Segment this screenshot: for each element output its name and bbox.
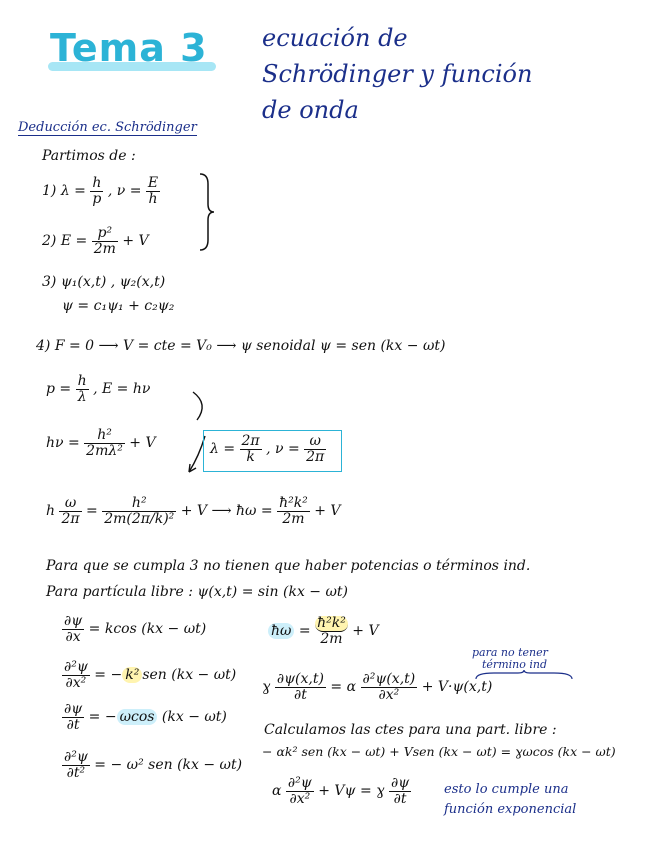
frac-num: ∂²ψ	[64, 749, 88, 765]
frac-num: ∂ψ	[390, 775, 410, 791]
dx-result: = kcos (kx − ωt)	[88, 621, 207, 638]
item-2-number: 2)	[42, 233, 57, 250]
hw-highlight: ħω	[268, 623, 294, 639]
frac-num: h²	[102, 496, 176, 512]
l3-hw: ħω =	[235, 503, 273, 520]
frac-num: h	[92, 175, 102, 191]
item-3-b: ψ = c₁ψ₁ + c₂ψ₂	[62, 298, 175, 314]
frac-den: 2mλ²	[86, 442, 123, 459]
calc-equation: − αk² sen (kx − ωt) + Vsen (kx − ωt) = ɣωcos (kx − ωt)	[262, 744, 616, 759]
frac-num: ω	[304, 434, 326, 450]
frac-den: 2m	[93, 240, 116, 257]
page-title: Tema 3	[50, 26, 208, 70]
l3-h: h	[46, 503, 56, 520]
energy-eq	[268, 616, 379, 646]
frac-num: h	[77, 373, 87, 389]
deriv-dt	[62, 702, 227, 732]
frac-den: ∂t	[393, 790, 407, 807]
frac-den: ∂t²	[66, 764, 86, 781]
final-note-1: esto lo cumple una	[444, 782, 569, 797]
gamma: ɣ	[262, 679, 271, 696]
frac-den: 2π	[306, 448, 325, 465]
hw-plus: + V	[352, 623, 379, 640]
frac-num: ∂ψ(x,t)	[276, 671, 324, 687]
subtitle-line-3: de onda	[262, 96, 359, 124]
item-1-frac-b	[146, 176, 160, 206]
dx2-frac	[62, 660, 90, 690]
frac-num: ∂²ψ	[64, 659, 88, 675]
deriv-dx2	[62, 660, 236, 690]
frac-num: ħ²k²	[279, 495, 308, 511]
item-1	[42, 176, 160, 206]
e-eq: , E = hν	[93, 381, 151, 398]
frac-den: p	[92, 190, 102, 207]
deriv-line-3	[46, 496, 341, 526]
frac-den: k	[246, 448, 255, 465]
l3-plus2: + V	[314, 503, 341, 520]
fin-alpha: α	[272, 783, 282, 800]
dt-r1: = −	[88, 709, 117, 726]
wcos-highlight: ωcos	[117, 709, 158, 725]
frac-num: ∂ψ	[64, 701, 83, 717]
note-line-2: término ind	[482, 658, 547, 671]
item-1-lambda: λ =	[60, 183, 86, 200]
fin-plus: + Vψ = ɣ	[318, 783, 385, 800]
l3-frac-2	[102, 496, 176, 526]
frac-den: ∂x²	[378, 686, 400, 703]
fin-frac-2	[389, 776, 411, 806]
item-3-number: 3)	[42, 274, 57, 290]
k2-highlight: k²	[122, 667, 142, 683]
final-note-2: función exponencial	[444, 802, 577, 817]
section-heading: Deducción ec. Schrödinger	[18, 120, 197, 135]
brace-icon	[196, 172, 216, 252]
subtitle-line-1: ecuación de	[262, 24, 408, 52]
item-1-nu: , ν =	[107, 183, 142, 200]
l3-frac-3	[277, 496, 310, 526]
item-2-e: E =	[60, 233, 88, 250]
dt-r2: (kx − ωt)	[161, 709, 227, 726]
item-3	[42, 274, 165, 290]
item-4-number: 4)	[36, 338, 51, 354]
frac-num: ∂²ψ(x,t)	[362, 671, 416, 687]
frac-den: 2m(2π/k)²	[104, 510, 175, 527]
frac-num: ω	[59, 496, 81, 512]
frac-den: ∂x	[65, 628, 81, 645]
dt2-frac	[62, 750, 90, 780]
item-4	[36, 338, 445, 354]
condition-text: Para que se cumpla 3 no tienen que haber potencias o términos ind.	[46, 558, 531, 574]
final-equation	[272, 776, 411, 806]
hw-frac	[315, 616, 348, 646]
frac-num: ħ²k²	[317, 615, 346, 631]
l3-frac-1	[59, 496, 81, 526]
dx-frac	[62, 614, 84, 644]
deriv-dx	[62, 614, 206, 644]
calc-text: Calculamos las ctes para una part. libre :	[264, 722, 557, 738]
note-line-1: para no tener	[472, 646, 548, 659]
item-3-a: ψ₁(x,t) , ψ₂(x,t)	[60, 274, 166, 290]
fin-frac-1	[286, 776, 314, 806]
l3-eq: =	[86, 503, 98, 520]
frac-num: ∂²ψ	[287, 775, 312, 791]
dx2-r1: = −	[94, 667, 123, 684]
box-frac-a	[240, 434, 262, 464]
item-4-text: F = 0 ⟶ V = cte = V₀ ⟶ ψ senoidal ψ = sen (kx − ωt)	[54, 338, 446, 354]
frac-den: 2m	[320, 630, 343, 647]
hv-plus: + V	[129, 435, 156, 452]
deriv-line-2	[46, 428, 156, 458]
item-2	[42, 226, 149, 256]
frac-num: 2π	[241, 433, 260, 449]
frac-den: 2m	[282, 510, 305, 527]
p-frac	[76, 374, 89, 404]
free-particle-text: Para partícula libre : ψ(x,t) = sin (kx − ωt)	[46, 584, 348, 600]
frac-den: ∂t	[66, 716, 80, 733]
hw-eq: =	[298, 623, 311, 640]
l3-plus: + V ⟶	[180, 503, 232, 520]
frac-den: ∂x²	[65, 674, 87, 691]
frac-num: p²	[92, 226, 118, 242]
schrodinger-general	[262, 672, 492, 702]
frac-den: h	[148, 190, 158, 207]
box-lambda: λ =	[210, 441, 236, 458]
p-eq: p =	[46, 381, 72, 398]
item-2-plus: + V	[122, 233, 149, 250]
relations-content	[210, 434, 326, 464]
g-frac-2	[361, 672, 418, 702]
frac-num: E	[147, 175, 159, 191]
deriv-line-1	[46, 374, 150, 404]
hv-frac	[84, 428, 125, 458]
frac-den: λ	[77, 388, 87, 405]
item-2-frac	[92, 226, 118, 256]
box-frac-b	[304, 434, 326, 464]
frac-den: ∂t	[293, 686, 307, 703]
dt2-result: = − ω² sen (kx − ωt)	[94, 757, 243, 774]
frac-den: 2π	[61, 510, 80, 527]
g-plus: + V·ψ(x,t)	[421, 679, 493, 696]
g-eq: = α	[330, 679, 357, 696]
frac-den: ∂x²	[289, 790, 311, 807]
g-frac	[275, 672, 326, 702]
dx2-r2: sen (kx − ωt)	[142, 667, 237, 684]
frac-num: h²	[84, 428, 125, 444]
subtitle-line-2: Schrödinger y función	[262, 60, 533, 88]
dt-frac	[62, 702, 84, 732]
box-nu: , ν =	[266, 441, 300, 458]
deriv-dt2	[62, 750, 242, 780]
item-1-number: 1)	[42, 183, 57, 200]
frac-num: ∂ψ	[64, 613, 83, 629]
item-1-frac-a	[90, 176, 103, 206]
intro-text: Partimos de :	[42, 148, 136, 164]
hv-eq: hν =	[46, 435, 80, 452]
